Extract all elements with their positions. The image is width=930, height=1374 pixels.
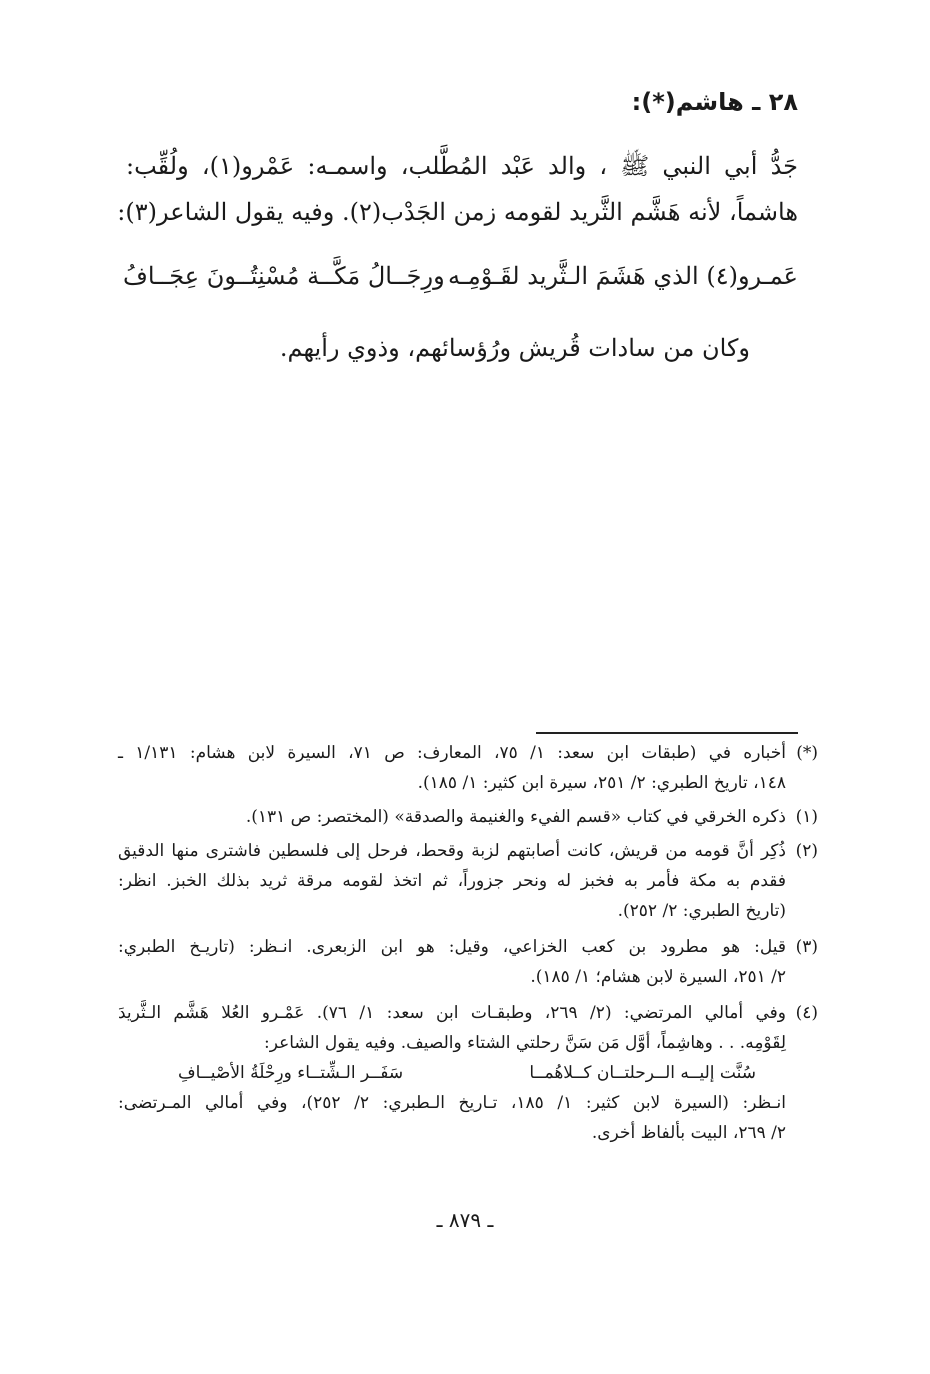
footnote-line: (تاريخ الطبري: ٢/ ٢٥٢). bbox=[617, 901, 786, 921]
footnote-marker: (٣) bbox=[795, 937, 818, 957]
footnote-line: قيل: هو مطرود بن كعب الخزاعي، وقيل: هو ابن الزبعرى. انـظر: (تاريـخ الطبري: bbox=[118, 937, 786, 957]
footnote-2 bbox=[118, 836, 818, 930]
footnote-line: ذكره الخرقي في كتاب «قسم الفيء والغنيمة والصدقة» (المختصر: ص ١٣١). bbox=[245, 807, 786, 827]
body-line-2: هاشماً، لأنه هَشَّم الثَّريد لقومه زمن الجَدْب(٢). وفيه يقول الشاعر(٣): bbox=[117, 198, 798, 226]
footnote-marker: (*) bbox=[796, 743, 818, 763]
body-line-4: وكان من سادات قُريش ورُؤسائهم، وذوي رأيهم. bbox=[279, 334, 750, 362]
footnote-marker: (٤) bbox=[795, 1003, 818, 1023]
footnote-verse-second: سَفَــر الـشِّتــاء ورِحْلَةُ الأصْيــافِ bbox=[178, 1063, 404, 1083]
footnote-marker: (٢) bbox=[795, 841, 818, 861]
verse-second-hemistich: ورِجَــالُ مَكَّــة مُسْنِتُــونَ عِجَــافُ bbox=[123, 262, 445, 290]
footnote-verse-first: سُنَّت إليــه الــرحلتــان كــلاهُمــا bbox=[529, 1063, 756, 1083]
footnote-verse bbox=[178, 1058, 786, 1088]
footnote-3 bbox=[118, 932, 818, 996]
footnote-line: وفي أمالي المرتضي: (٢/ ٢٦٩، وطبقـات ابن سعد: ١/ ٧٦). عَمْـرو العُلا هَشَّم الـثَّريدَ bbox=[118, 1003, 786, 1023]
footnote-line: ذُكِر أنَّ قومه من قريش، كانت أصابتهم لزبة وقحط، فرحل إلى فلسطين فاشترى منها الدقيق bbox=[118, 841, 786, 861]
footnote-line: ٢/ ٢٥١، السيرة لابن هشام؛ ١/ ١٨٥). bbox=[530, 967, 786, 987]
footnote-line: ٢/ ٢٦٩، البيت بألفاظ أخرى. bbox=[591, 1123, 786, 1143]
footnote-line: ١٤٨، تاريخ الطبري: ٢/ ٢٥١، سيرة ابن كثير: ١/ ١٨٥). bbox=[417, 773, 786, 793]
footnote-line: لِقَوْمِه. . . وهاشِماً، أوَّل مَن سَنَّ رحلتي الشتاء والصيف. وفيه يقول الشاعر: bbox=[264, 1033, 786, 1053]
verse-first-hemistich: عَمـرو(٤) الذي هَشَمَ الـثَّريد لقَـوْمِـه bbox=[447, 262, 798, 290]
body-line-1: جَدُّ أبي النبي ﷺ ، والد عَبْد المُطَّلب، واسمـه: عَمْرو(١)، ولُقِّب: bbox=[126, 152, 798, 180]
poem-verse bbox=[123, 262, 798, 302]
footnote-star bbox=[118, 738, 818, 802]
footnote-4 bbox=[118, 998, 818, 1158]
footnote-separator bbox=[536, 732, 798, 734]
footnote-marker: (١) bbox=[795, 807, 818, 827]
footnote-line: فقدم به مكة فأمر به فخبز له ونحر جزوراً، ثم اتخذ لقومه مرقة ثريد بذلك الخبز. انظر: bbox=[118, 871, 786, 891]
entry-heading: ٢٨ ـ هاشم(*): bbox=[631, 88, 798, 116]
footnote-line: انـظر: (السيرة لابن كثير: ١/ ١٨٥، تـاريخ الـطبري: ٢/ ٢٥٢)، وفي أمالي المـرتضى: bbox=[118, 1093, 787, 1113]
footnote-1 bbox=[118, 802, 818, 834]
page-number: ـ ٨٧٩ ـ bbox=[436, 1208, 494, 1232]
footnote-line: أخباره في (طبقات ابن سعد: ١/ ٧٥، المعارف: ص ٧١، السيرة لابن هشام: ١/١٣١ ـ bbox=[118, 743, 786, 763]
